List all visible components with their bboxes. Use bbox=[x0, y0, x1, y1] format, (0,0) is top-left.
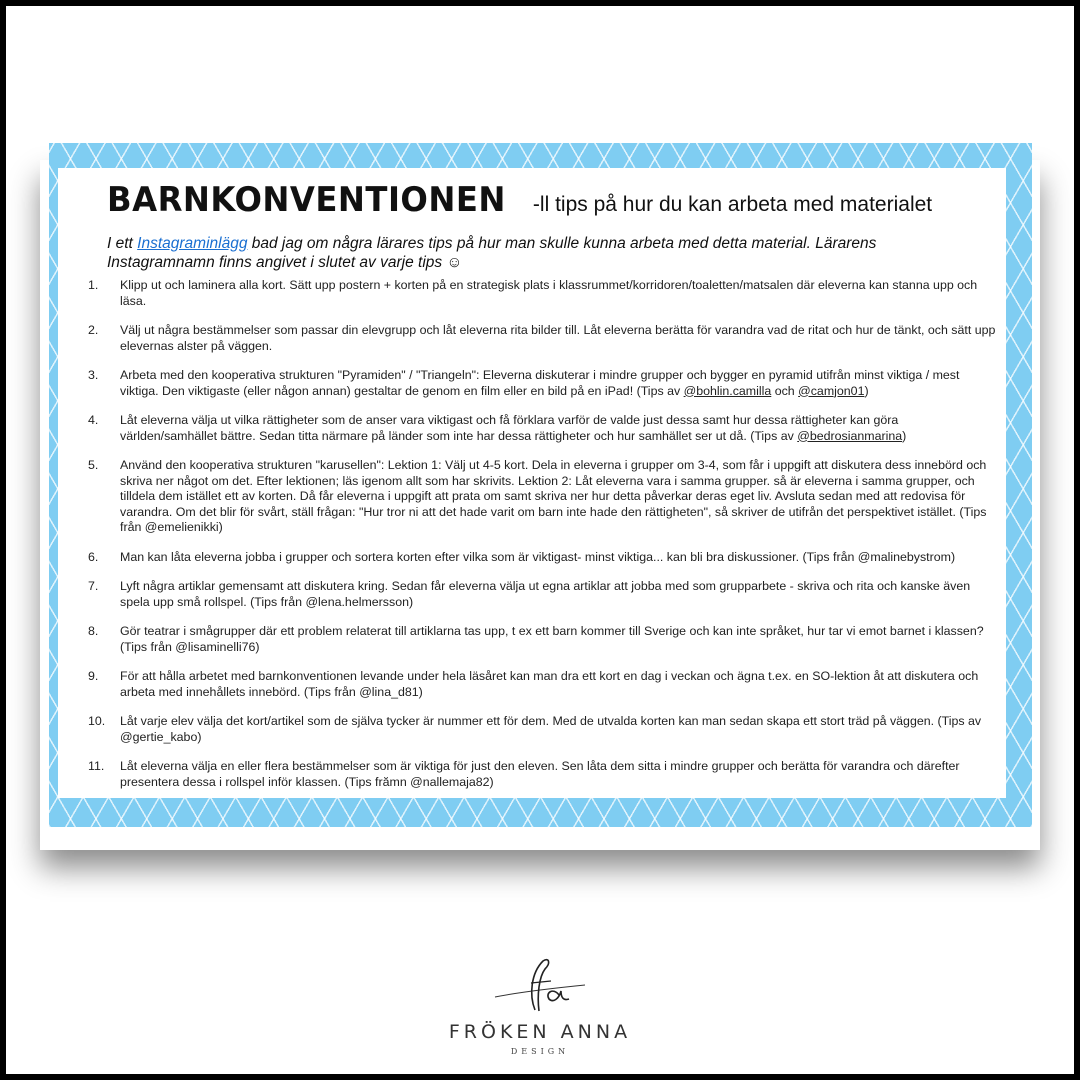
tip-item bbox=[88, 458, 998, 536]
tip-item bbox=[88, 759, 998, 790]
tip-text: Låt varje elev välja det kort/artikel som de själva tycker är nummer ett för dem. Med de utvalda korten kan man sedan skapa ett stort träd på väggen. (Tips av @gertie_kabo) bbox=[120, 714, 982, 744]
tip-text: Använd den kooperativa strukturen "karusellen": Lektion 1: Välj ut 4-5 kort. Dela in eleverna i grupper om 3-4, som får i uppgift att diskutera dess innebörd och skriva ner något om det. Efter lektionen; läs igenom allt som har skrivits. Lektion 2: Låt eleverna vara i samma grupper. så är eleverna i samma grupper, och tilldela dem istället ett av korten. Då får eleverna i uppgift att prata om samt skriva ner hur detta påverkar deras eget liv. Avsluta sedan med att redovisa för varandra. Om det blir för svårt, ställ frågan: "Hur tror ni att det hade varit om barn inte hade den rättigheten", så skriver de utifrån det perspektivet istället. (Tips från @emelienikki) bbox=[120, 458, 987, 534]
tip-number: 6. bbox=[88, 549, 99, 564]
tip-item bbox=[88, 550, 998, 566]
tip-text: Låt eleverna välja ut vilka rättigheter som de anser vara viktigast och få förklara varför de valde just dessa samt hur dessa rättigheter kan göra världen/samhället bättre. Sedan titta närmare på länder som inte har dessa rättigheter och hur samhället ser ut då. (Tips av bbox=[120, 413, 899, 443]
tip-number: 5. bbox=[88, 458, 99, 472]
tip-item bbox=[88, 323, 998, 354]
intro-paragraph bbox=[107, 234, 987, 272]
tip-number: 2. bbox=[88, 323, 99, 337]
tip-number: 1. bbox=[88, 278, 99, 292]
tip-text-end: ) bbox=[864, 383, 869, 398]
tip-number: 7. bbox=[88, 579, 99, 593]
tip-text-container bbox=[120, 368, 998, 399]
header bbox=[107, 180, 1007, 220]
page-title: BARNKONVENTIONEN bbox=[107, 180, 506, 220]
tip-item bbox=[88, 368, 998, 399]
tip-item bbox=[88, 579, 998, 610]
tip-text: Låt eleverna välja en eller flera bestämmelser som är viktiga för just den eleven. Sen låta dem sitta i mindre grupper och berätta för varandra och därefter presentera dessa i rollspel inför klassen. (Tips frămn @nallemaja82) bbox=[120, 759, 960, 789]
instagram-handle[interactable]: @bedrosianmarina bbox=[797, 428, 903, 443]
tip-text: Gör teatrar i smågrupper där ett problem relaterat till artiklarna tas upp, t ex ett barn kommer till Sverige och kan inte språket, hur tar vi emot barnet i klassen? (Tips från @lisaminelli76) bbox=[120, 624, 984, 654]
tip-number: 11. bbox=[88, 759, 105, 773]
tip-text: Man kan låta eleverna jobba i grupper och sortera korten efter vilka som är viktigast- minst viktiga... kan bli bra diskussioner. (Tips från @malinebystrom) bbox=[120, 549, 956, 564]
tip-number: 9. bbox=[88, 669, 99, 683]
tip-number: 4. bbox=[88, 413, 99, 427]
intro-text-before: I ett bbox=[107, 235, 138, 252]
brand-logo bbox=[390, 955, 690, 1056]
tip-number: 3. bbox=[88, 368, 99, 382]
tip-number: 8. bbox=[88, 624, 99, 638]
tip-text-end: ) bbox=[902, 428, 907, 443]
intro-text-after: bad jag om några lärares tips på hur man skulle kunna arbeta med detta material. Lärarens Instagramnamn finns angivet i slutet av varje tips ☺ bbox=[107, 235, 877, 271]
tip-text: Lyft några artiklar gemensamt att diskutera kring. Sedan får eleverna välja ut egna artiklar att jobba med som grupparbete - skriva och rita och kanske även spela upp små rollspel. (Tips från @lena.helmersson) bbox=[120, 579, 971, 609]
page-subtitle: -ll tips på hur du kan arbeta med materialet bbox=[532, 193, 933, 216]
tip-item bbox=[88, 278, 998, 309]
instagram-link[interactable]: Instagraminlägg bbox=[137, 235, 248, 252]
tip-text: Klipp ut och laminera alla kort. Sätt upp postern + korten på en strategisk plats i klassrummet/korridoren/toaletten/matsalen där eleverna kan stanna upp och läsa. bbox=[120, 278, 978, 308]
brand-name: FRÖKEN ANNA bbox=[448, 1021, 632, 1043]
tips-list bbox=[88, 278, 998, 804]
instagram-handle[interactable]: @camjon01 bbox=[798, 383, 865, 398]
tip-item bbox=[88, 714, 998, 745]
tip-text: Välj ut några bestämmelser som passar din elevgrupp och låt eleverna rita bilder till. Låt eleverna berätta för varandra vad de ritat och hur de tänkt, och sätt upp elevernas alster på väggen. bbox=[120, 323, 996, 353]
tip-item bbox=[88, 624, 998, 655]
tip-text-container bbox=[120, 413, 998, 444]
tip-text-mid: och bbox=[771, 383, 799, 398]
brand-subtitle: DESIGN bbox=[510, 1047, 570, 1056]
tip-text: För att hålla arbetet med barnkonventionen levande under hela läsåret kan man dra ett kort en dag i veckan och ägna t.ex. en SO-lektion åt att diskutera och arbeta med innehållets innebörd. (Tips från @lina_d81) bbox=[120, 669, 979, 699]
tip-number: 10. bbox=[88, 714, 106, 728]
instagram-handle[interactable]: @bohlin.camilla bbox=[683, 383, 772, 398]
tip-item bbox=[88, 413, 998, 444]
fa-monogram-icon bbox=[485, 955, 595, 1015]
tip-text: Arbeta med den kooperativa strukturen "Pyramiden" / "Triangeln": Eleverna diskuterar i mindre grupper och bygger en pyramid utifrån minst viktiga / mest viktiga. Den viktigaste (eller någon annan) gestaltar de genom en film eller en bild på en iPad! (Tips av bbox=[120, 368, 960, 398]
tip-item bbox=[88, 669, 998, 700]
